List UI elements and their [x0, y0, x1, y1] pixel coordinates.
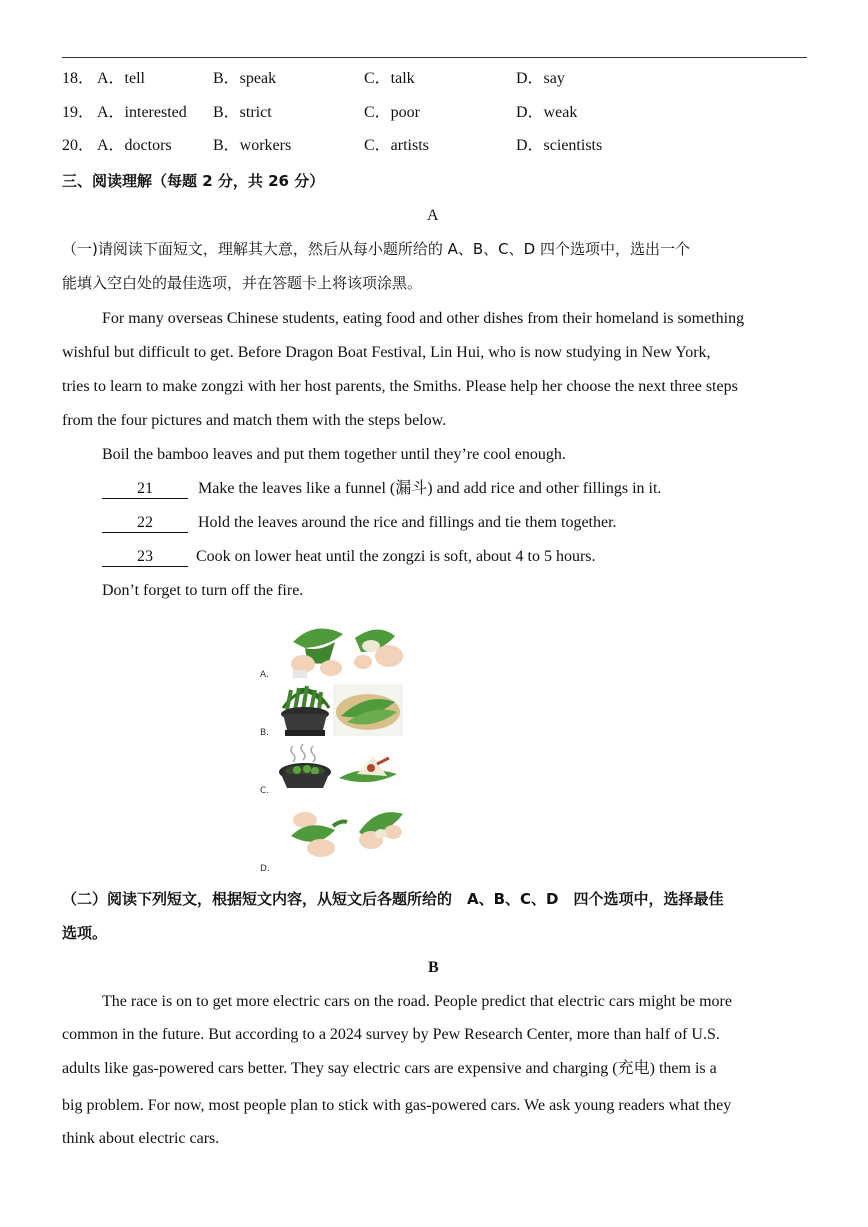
picture-b: [277, 682, 407, 740]
hand-folding-leaf-icon: [291, 629, 343, 678]
option-a: A．doctors: [97, 137, 172, 154]
passage-a-line-4: from the four pictures and match them with the steps below.: [62, 412, 447, 429]
hand-tying-icon: [359, 812, 403, 849]
passage-a-line-3: tries to learn to make zongzi with her host parents, the Smiths. Please help her choose the next three steps: [62, 378, 738, 395]
top-rule: [62, 57, 807, 58]
step-21: [102, 478, 661, 500]
instruction-line-1: （一)请阅读下面短文，理解其大意，然后从每小题所给的 A、B、C、D 四个选项中，选出一个: [62, 240, 690, 258]
option-a: A．tell: [97, 70, 145, 87]
answer-blank-23[interactable]: 23: [102, 548, 188, 567]
picture-label-a: A.: [260, 670, 269, 680]
option-d: D．say: [516, 70, 565, 87]
picture-d: [285, 802, 415, 866]
option-c: C．poor: [364, 104, 421, 121]
option-c: C．talk: [364, 70, 415, 87]
option-b: B．workers: [213, 137, 292, 154]
picture-label-d: D.: [260, 864, 270, 874]
section-heading: 三、阅读理解（每题 2 分，共 26 分）: [62, 172, 325, 190]
option-b: B．strict: [213, 104, 272, 121]
answer-blank-22[interactable]: 22: [102, 514, 188, 533]
passage-b-line-2: common in the future. But according to a 2024 survey by Pew Research Center, more than half of U.S.: [62, 1026, 720, 1043]
step-intro: Boil the bamboo leaves and put them together until they’re cool enough.: [102, 446, 566, 463]
question-number: 20．: [62, 137, 95, 154]
plate-with-leaves-icon: [333, 684, 403, 736]
part2-instruction-line-2: 选项。: [62, 924, 108, 942]
hand-filling-leaf-icon: [354, 629, 403, 669]
option-d: D．weak: [516, 104, 578, 121]
pot-with-leaves-icon: [281, 686, 329, 736]
option-a: A．interested: [97, 104, 187, 121]
option-d: D．scientists: [516, 137, 603, 154]
part-b-title: B: [428, 959, 439, 976]
option-c: C．artists: [364, 137, 429, 154]
picture-a: [285, 622, 415, 680]
step-end: Don’t forget to turn off the fire.: [102, 582, 304, 599]
passage-b-line-1: The race is on to get more electric cars on the road. People predict that electric cars might be more: [102, 993, 732, 1010]
passage-b-line-4: big problem. For now, most people plan to stick with gas-powered cars. We ask young readers what they: [62, 1097, 732, 1114]
step-22: [102, 512, 617, 534]
passage-b-line-5: think about electric cars.: [62, 1130, 220, 1147]
answer-blank-21[interactable]: 21: [102, 480, 188, 499]
instruction-line-2: 能填入空白处的最佳选项，并在答题卡上将该项涂黑。: [62, 274, 423, 292]
opened-zongzi-icon: [339, 756, 397, 782]
step-text: Cook on lower heat until the zongzi is soft, about 4 to 5 hours.: [196, 548, 596, 565]
part2-instruction-line-1: （二）阅读下列短文，根据短文内容，从短文后各题所给的 A、B、C、D 四个选项中，选择最佳: [62, 890, 724, 908]
steaming-pot-icon: [279, 744, 331, 788]
picture-label-c: C.: [260, 786, 270, 796]
question-number: 18．: [62, 70, 95, 87]
option-b: B．speak: [213, 70, 277, 87]
step-text: Make the leaves like a funnel (漏斗) and add rice and other fillings in it.: [198, 480, 662, 497]
part-a-title: A: [427, 207, 439, 224]
picture-label-b: B.: [260, 728, 270, 738]
passage-b-line-3: adults like gas-powered cars better. They say electric cars are expensive and charging (充电) them is a: [62, 1060, 717, 1077]
step-text: Hold the leaves around the rice and fillings and tie them together.: [198, 514, 617, 531]
passage-a-line-1: For many overseas Chinese students, eating food and other dishes from their homeland is something: [102, 310, 745, 327]
zongzi-pictures: [255, 620, 415, 875]
hand-wrapping-icon: [291, 812, 347, 857]
step-23: [102, 546, 596, 568]
question-number: 19．: [62, 104, 95, 121]
picture-c: [277, 742, 407, 796]
passage-a-line-2: wishful but difficult to get. Before Dragon Boat Festival, Lin Hui, who is now studying in New York,: [62, 344, 711, 361]
